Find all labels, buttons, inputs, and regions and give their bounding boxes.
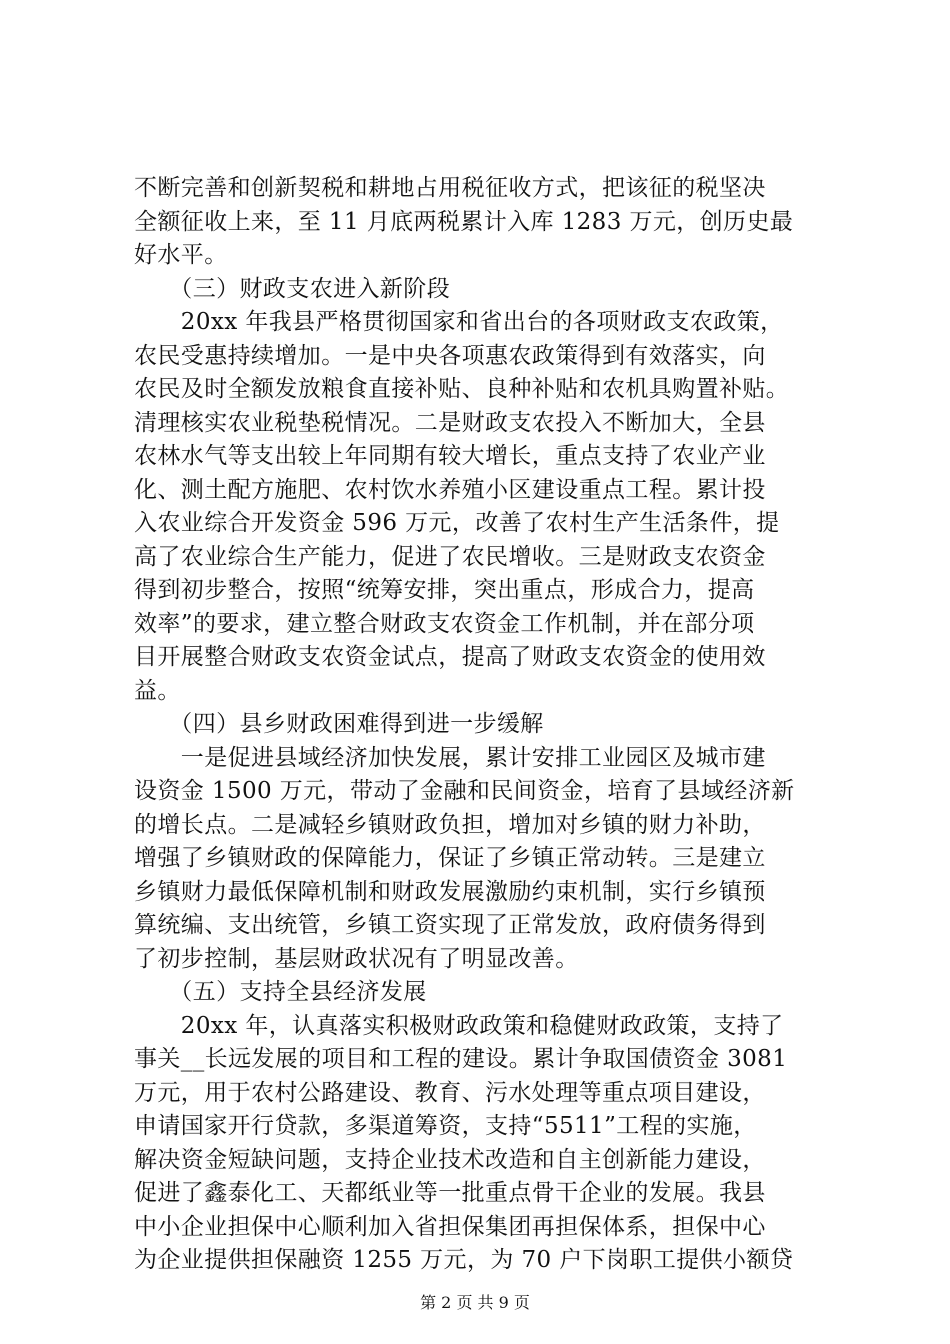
text-line: 事关__长远发展的项目和工程的建设。累计争取国债资金 3081	[134, 1046, 788, 1072]
section-heading: （四）县乡财政困难得到进一步缓解	[134, 711, 544, 737]
text-line: 农民及时全额发放粮食直接补贴、良种补贴和农机具购置补贴。	[134, 376, 790, 402]
text-line: 万元，用于农村公路建设、教育、污水处理等重点项目建设，	[134, 1079, 766, 1106]
section-heading: （三）财政支农进入新阶段	[134, 275, 451, 302]
text-line: 效率”的要求，建立整合财政支农资金工作机制，并在部分项	[134, 610, 755, 637]
text-line: 不断完善和创新契税和耕地占用税征收方式，把该征的税坚决	[134, 175, 766, 201]
text-line: 高了农业综合生产能力，促进了农民增收。三是财政支农资金	[134, 543, 766, 570]
text-line: 一是促进县域经济加快发展，累计安排工业园区及城市建	[134, 744, 766, 771]
text-line: 化、测土配方施肥、农村饮水养殖小区建设重点工程。累计投	[134, 476, 766, 503]
text-line: 增强了乡镇财政的保障能力，保证了乡镇正常动转。三是建立	[134, 845, 766, 871]
text-line: 申请国家开行贷款，多渠道筹资，支持“5511”工程的实施，	[134, 1113, 757, 1139]
text-line: 目开展整合财政支农资金试点，提高了财政支农资金的使用效	[134, 644, 766, 670]
page-number-footer: 第 2 页 共 9 页	[420, 1293, 530, 1312]
text-line: 为企业提供担保融资 1255 万元，为 70 户下岗职工提供小额贷	[134, 1247, 794, 1273]
text-line: 设资金 1500 万元，带动了金融和民间资金，培育了县域经济新	[134, 778, 795, 804]
text-line: 乡镇财力最低保障机制和财政发展激励约束机制，实行乡镇预	[134, 878, 766, 905]
text-line: 了初步控制，基层财政状况有了明显改善。	[134, 945, 579, 972]
text-line: 中小企业担保中心顺利加入省担保集团再担保体系，担保中心	[134, 1213, 766, 1240]
text-line: 促进了鑫泰化工、天都纸业等一批重点骨干企业的发展。我县	[134, 1180, 766, 1206]
body-text	[134, 172, 824, 1278]
text-line: 全额征收上来，至 11 月底两税累计入库 1283 万元，创历史最	[134, 208, 794, 235]
text-line: 清理核实农业税垫税情况。二是财政支农投入不断加大，全县	[134, 409, 766, 436]
text-line: 农民受惠持续增加。一是中央各项惠农政策得到有效落实，向	[134, 342, 766, 369]
text-line: 的增长点。二是减轻乡镇财政负担，增加对乡镇的财力补助，	[134, 811, 766, 838]
section-heading: （五）支持全县经济发展	[134, 979, 427, 1005]
text-line: 解决资金短缺问题，支持企业技术改造和自主创新能力建设，	[134, 1146, 766, 1173]
text-line: 算统编、支出统管，乡镇工资实现了正常发放，政府债务得到	[134, 912, 766, 938]
text-line: 益。	[134, 677, 181, 704]
text-line: 20xx 年，认真落实积极财政政策和稳健财政政策，支持了	[134, 1012, 784, 1039]
text-line: 得到初步整合，按照“统筹安排，突出重点，形成合力，提高	[134, 577, 755, 603]
text-line: 入农业综合开发资金 596 万元，改善了农村生产生活条件，提	[134, 510, 780, 536]
text-line: 好水平。	[134, 242, 228, 268]
text-line: 农林水气等支出较上年同期有较大增长，重点支持了农业产业	[134, 443, 766, 469]
text-line: 20xx 年我县严格贯彻国家和省出台的各项财政支农政策，	[134, 309, 784, 335]
